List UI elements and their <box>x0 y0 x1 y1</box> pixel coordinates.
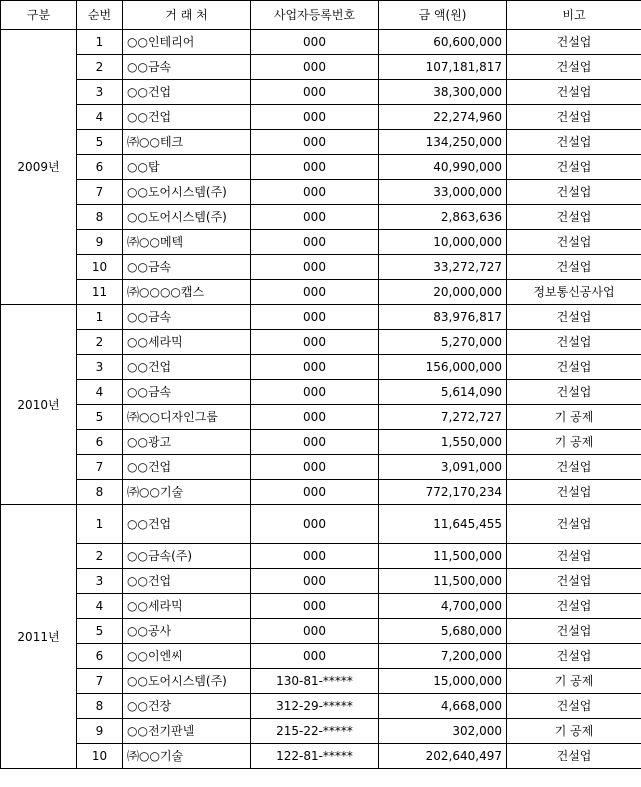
reg-no-cell: 000 <box>251 544 379 569</box>
table-row <box>1 305 641 330</box>
note-cell: 건설업 <box>507 105 641 130</box>
amount-cell: 156,000,000 <box>379 355 507 380</box>
vendor-cell: ㈜○○기술 <box>123 480 251 505</box>
amount-cell: 4,700,000 <box>379 594 507 619</box>
amount-cell: 38,300,000 <box>379 80 507 105</box>
vendor-cell: ○○광고 <box>123 430 251 455</box>
note-cell: 건설업 <box>507 594 641 619</box>
seq-cell: 7 <box>77 455 123 480</box>
table-row <box>1 694 641 719</box>
reg-no-cell: 000 <box>251 180 379 205</box>
amount-cell: 3,091,000 <box>379 455 507 480</box>
seq-cell: 4 <box>77 105 123 130</box>
amount-cell: 134,250,000 <box>379 130 507 155</box>
note-cell: 기 공제 <box>507 669 641 694</box>
amount-cell: 1,550,000 <box>379 430 507 455</box>
table-row <box>1 205 641 230</box>
amount-cell: 302,000 <box>379 719 507 744</box>
seq-cell: 6 <box>77 644 123 669</box>
vendor-cell: ○○인테리어 <box>123 30 251 55</box>
table-row <box>1 105 641 130</box>
amount-cell: 11,500,000 <box>379 544 507 569</box>
table-row <box>1 355 641 380</box>
table-row <box>1 594 641 619</box>
table-row <box>1 155 641 180</box>
note-cell: 기 공제 <box>507 405 641 430</box>
table-row <box>1 230 641 255</box>
note-cell: 건설업 <box>507 180 641 205</box>
reg-no-cell: 312-29-***** <box>251 694 379 719</box>
reg-no-cell: 000 <box>251 255 379 280</box>
vendor-cell: ㈜○○메텍 <box>123 230 251 255</box>
note-cell: 건설업 <box>507 455 641 480</box>
table-row <box>1 30 641 55</box>
seq-cell: 5 <box>77 405 123 430</box>
reg-no-cell: 000 <box>251 405 379 430</box>
seq-cell: 10 <box>77 255 123 280</box>
seq-cell: 1 <box>77 30 123 55</box>
reg-no-cell: 000 <box>251 330 379 355</box>
amount-cell: 202,640,497 <box>379 744 507 769</box>
table-row <box>1 455 641 480</box>
year-cell: 2011년 <box>1 505 77 769</box>
header-row <box>1 1 641 30</box>
table-row <box>1 130 641 155</box>
amount-cell: 33,000,000 <box>379 180 507 205</box>
reg-no-cell: 000 <box>251 205 379 230</box>
seq-cell: 9 <box>77 230 123 255</box>
seq-cell: 6 <box>77 430 123 455</box>
header-note: 비고 <box>507 1 641 30</box>
seq-cell: 10 <box>77 744 123 769</box>
note-cell: 건설업 <box>507 380 641 405</box>
vendor-cell: ㈜○○○○캡스 <box>123 280 251 305</box>
note-cell: 건설업 <box>507 230 641 255</box>
amount-cell: 2,863,636 <box>379 205 507 230</box>
table-row <box>1 330 641 355</box>
seq-cell: 8 <box>77 694 123 719</box>
reg-no-cell: 000 <box>251 505 379 544</box>
vendor-cell: ○○도어시스템(주) <box>123 669 251 694</box>
table-row <box>1 255 641 280</box>
note-cell: 건설업 <box>507 255 641 280</box>
amount-cell: 772,170,234 <box>379 480 507 505</box>
reg-no-cell: 000 <box>251 619 379 644</box>
reg-no-cell: 000 <box>251 380 379 405</box>
amount-cell: 60,600,000 <box>379 30 507 55</box>
vendor-cell: ○○건업 <box>123 569 251 594</box>
vendor-cell: ○○세라믹 <box>123 594 251 619</box>
reg-no-cell: 000 <box>251 355 379 380</box>
vendor-cell: ○○건업 <box>123 105 251 130</box>
note-cell: 건설업 <box>507 619 641 644</box>
reg-no-cell: 000 <box>251 80 379 105</box>
table-row <box>1 744 641 769</box>
vendor-cell: ○○건업 <box>123 80 251 105</box>
seq-cell: 8 <box>77 480 123 505</box>
note-cell: 건설업 <box>507 744 641 769</box>
table-row <box>1 380 641 405</box>
amount-cell: 40,990,000 <box>379 155 507 180</box>
table-row <box>1 80 641 105</box>
reg-no-cell: 000 <box>251 594 379 619</box>
amount-cell: 11,500,000 <box>379 569 507 594</box>
vendor-cell: ○○건업 <box>123 505 251 544</box>
reg-no-cell: 000 <box>251 105 379 130</box>
table-row <box>1 644 641 669</box>
amount-cell: 5,270,000 <box>379 330 507 355</box>
vendor-cell: ○○금속 <box>123 305 251 330</box>
seq-cell: 7 <box>77 180 123 205</box>
amount-cell: 20,000,000 <box>379 280 507 305</box>
seq-cell: 3 <box>77 355 123 380</box>
vendor-cell: ○○도어시스템(주) <box>123 180 251 205</box>
year-cell: 2010년 <box>1 305 77 505</box>
table-row <box>1 619 641 644</box>
note-cell: 기 공제 <box>507 719 641 744</box>
amount-cell: 107,181,817 <box>379 55 507 80</box>
table-row <box>1 480 641 505</box>
reg-no-cell: 000 <box>251 130 379 155</box>
note-cell: 건설업 <box>507 694 641 719</box>
reg-no-cell: 000 <box>251 480 379 505</box>
note-cell: 건설업 <box>507 155 641 180</box>
table-row <box>1 569 641 594</box>
reg-no-cell: 000 <box>251 569 379 594</box>
vendor-cell: ㈜○○테크 <box>123 130 251 155</box>
table-row <box>1 719 641 744</box>
note-cell: 건설업 <box>507 355 641 380</box>
vendor-cell: ○○금속 <box>123 380 251 405</box>
reg-no-cell: 122-81-***** <box>251 744 379 769</box>
note-cell: 기 공제 <box>507 430 641 455</box>
vendor-cell: ○○전기판넬 <box>123 719 251 744</box>
note-cell: 건설업 <box>507 544 641 569</box>
seq-cell: 9 <box>77 719 123 744</box>
amount-cell: 11,645,455 <box>379 505 507 544</box>
seq-cell: 5 <box>77 130 123 155</box>
seq-cell: 3 <box>77 569 123 594</box>
vendor-cell: ○○건장 <box>123 694 251 719</box>
note-cell: 건설업 <box>507 505 641 544</box>
table-row <box>1 55 641 80</box>
note-cell: 건설업 <box>507 80 641 105</box>
reg-no-cell: 000 <box>251 280 379 305</box>
amount-cell: 7,200,000 <box>379 644 507 669</box>
year-cell: 2009년 <box>1 30 77 305</box>
seq-cell: 1 <box>77 505 123 544</box>
seq-cell: 3 <box>77 80 123 105</box>
reg-no-cell: 000 <box>251 230 379 255</box>
seq-cell: 7 <box>77 669 123 694</box>
vendor-cell: ○○이엔씨 <box>123 644 251 669</box>
table-row <box>1 544 641 569</box>
header-vendor: 거 래 처 <box>123 1 251 30</box>
amount-cell: 7,272,727 <box>379 405 507 430</box>
amount-cell: 5,614,090 <box>379 380 507 405</box>
table-row <box>1 405 641 430</box>
table-row <box>1 430 641 455</box>
table-row <box>1 505 641 544</box>
note-cell: 건설업 <box>507 569 641 594</box>
seq-cell: 2 <box>77 330 123 355</box>
amount-cell: 33,272,727 <box>379 255 507 280</box>
amount-cell: 10,000,000 <box>379 230 507 255</box>
vendor-cell: ㈜○○기술 <box>123 744 251 769</box>
reg-no-cell: 000 <box>251 30 379 55</box>
vendor-cell: ㈜○○디자인그룹 <box>123 405 251 430</box>
amount-cell: 4,668,000 <box>379 694 507 719</box>
table-row <box>1 180 641 205</box>
reg-no-cell: 000 <box>251 455 379 480</box>
vendor-cell: ○○세라믹 <box>123 330 251 355</box>
amount-cell: 83,976,817 <box>379 305 507 330</box>
note-cell: 건설업 <box>507 130 641 155</box>
ledger-body <box>1 30 641 769</box>
vendor-cell: ○○금속 <box>123 55 251 80</box>
table-row <box>1 669 641 694</box>
seq-cell: 5 <box>77 619 123 644</box>
amount-cell: 22,274,960 <box>379 105 507 130</box>
vendor-cell: ○○건업 <box>123 355 251 380</box>
seq-cell: 2 <box>77 544 123 569</box>
note-cell: 정보통신공사업 <box>507 280 641 305</box>
header-reg-no: 사업자등록번호 <box>251 1 379 30</box>
header-amount: 금 액(원) <box>379 1 507 30</box>
note-cell: 건설업 <box>507 480 641 505</box>
note-cell: 건설업 <box>507 305 641 330</box>
seq-cell: 2 <box>77 55 123 80</box>
note-cell: 건설업 <box>507 55 641 80</box>
seq-cell: 11 <box>77 280 123 305</box>
vendor-cell: ○○건업 <box>123 455 251 480</box>
reg-no-cell: 000 <box>251 305 379 330</box>
note-cell: 건설업 <box>507 644 641 669</box>
vendor-cell: ○○금속 <box>123 255 251 280</box>
seq-cell: 4 <box>77 594 123 619</box>
seq-cell: 1 <box>77 305 123 330</box>
amount-cell: 15,000,000 <box>379 669 507 694</box>
table-row <box>1 280 641 305</box>
note-cell: 건설업 <box>507 30 641 55</box>
reg-no-cell: 130-81-***** <box>251 669 379 694</box>
header-period: 구분 <box>1 1 77 30</box>
vendor-cell: ○○탑 <box>123 155 251 180</box>
reg-no-cell: 000 <box>251 55 379 80</box>
reg-no-cell: 000 <box>251 155 379 180</box>
note-cell: 건설업 <box>507 330 641 355</box>
reg-no-cell: 215-22-***** <box>251 719 379 744</box>
seq-cell: 6 <box>77 155 123 180</box>
seq-cell: 4 <box>77 380 123 405</box>
reg-no-cell: 000 <box>251 430 379 455</box>
amount-cell: 5,680,000 <box>379 619 507 644</box>
vendor-cell: ○○도어시스템(주) <box>123 205 251 230</box>
note-cell: 건설업 <box>507 205 641 230</box>
vendor-cell: ○○공사 <box>123 619 251 644</box>
vendor-cell: ○○금속(주) <box>123 544 251 569</box>
header-seq: 순번 <box>77 1 123 30</box>
seq-cell: 8 <box>77 205 123 230</box>
reg-no-cell: 000 <box>251 644 379 669</box>
